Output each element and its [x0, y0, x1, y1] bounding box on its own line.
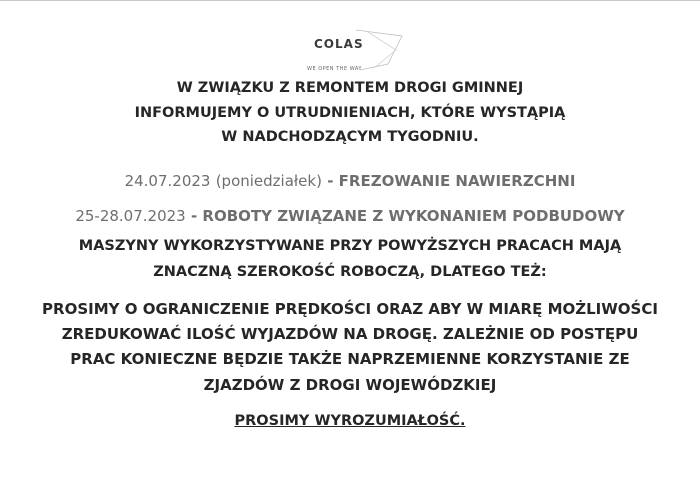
intro-line-1: W ZWIĄZKU Z REMONTEM DROGI GMINNEJ — [176, 80, 524, 96]
schedule-date: 24.07.2023 — [124, 172, 211, 190]
schedule-separator: - — [327, 172, 334, 190]
schedule-task: ROBOTY ZWIĄZANE Z WYKONANIEM PODBUDOWY — [202, 207, 625, 225]
request-line-3: PRAC KONIECZNE BĘDZIE TAKŻE NAPRZEMIENNE KORZYSTANIE ZE — [70, 350, 630, 368]
closing-text: PROSIMY WYROZUMIAŁOŚĆ. — [234, 413, 466, 429]
schedule-separator: - — [190, 207, 198, 225]
logo-tagline: WE OPEN THE WAY — [307, 66, 362, 72]
schedule-item-1 — [0, 172, 700, 190]
request-line-4: ZJAZDÓW Z DROGI WOJEWÓDZKIEJ — [203, 376, 497, 394]
machines-line-1: MASZYNY WYKORZYSTYWANE PRZY POWYŻSZYCH PRACACH MAJĄ — [78, 238, 622, 254]
logo-wordmark: COLAS — [314, 37, 364, 51]
schedule-date: 25-28.07.2023 — [75, 207, 186, 225]
request-line-2: ZREDUKOWAĆ ILOŚĆ WYJAZDÓW NA DROGĘ. ZALEŻNIE OD POSTĘPU — [61, 325, 639, 343]
intro-line-2: INFORMUJEMY O UTRUDNIENIACH, KTÓRE WYSTĄPIĄ — [134, 105, 566, 121]
schedule-task: FREZOWANIE NAWIERZCHNI — [338, 172, 576, 190]
schedule-item-2 — [0, 207, 700, 225]
colas-logo — [290, 26, 410, 78]
intro-line-3: W NADCHODZĄCYM TYGODNIU. — [221, 129, 479, 145]
top-border — [0, 0, 700, 1]
request-line-1: PROSIMY O OGRANICZENIE PRĘDKOŚCI ORAZ ABY W MIARĘ MOŻLIWOŚCI — [42, 300, 658, 318]
machines-line-2: ZNACZNĄ SZEROKOŚĆ ROBOCZĄ, DLATEGO TEŻ: — [153, 264, 547, 280]
schedule-day: (poniedziałek) — [215, 172, 322, 190]
